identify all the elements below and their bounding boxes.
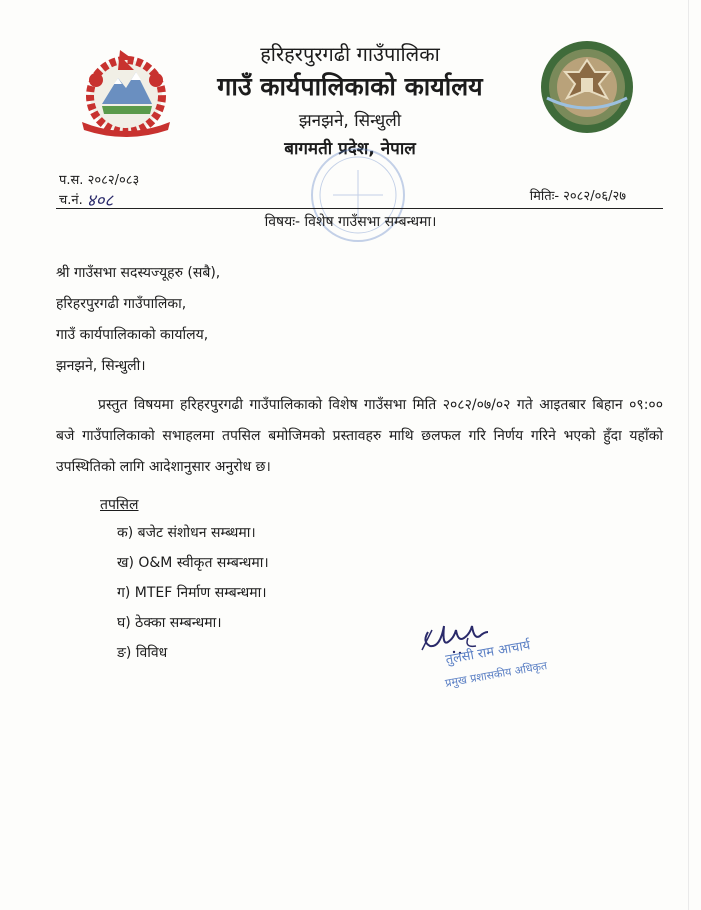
province-name: बागमती प्रदेश, नेपाल xyxy=(284,139,416,159)
recipient-address xyxy=(56,258,220,382)
address-line: गाउँ कार्यपालिकाको कार्यालय, xyxy=(56,327,209,343)
municipality-name: हरिहरपुरगढी गाउँपालिका xyxy=(260,42,440,66)
divider xyxy=(56,208,663,209)
body-paragraph: प्रस्तुत विषयमा हरिहरपुरगढी गाउँपालिकाको विशेष गाउँसभा मिति २०८२/०७/०२ गते आइतबार बिहान ०९:०० बजे गाउँपालिकाको सभाहलमा तपसिल बमोजिमको प्रस्तावहरु माथि छलफल गरि निर्णय गरिने भएको हुँदा यहाँको उपस्थितिको लागि आदेशानुसार अनुरोध छ। xyxy=(56,397,663,475)
round-stamp-icon xyxy=(303,140,413,250)
dispatch-label: च.नं. xyxy=(59,193,83,208)
address-line: झनझने, सिन्धुली। xyxy=(56,358,146,374)
page-edge xyxy=(688,0,689,910)
office-location: झनझने, सिन्धुली xyxy=(298,111,402,131)
agenda-title: तपसिल xyxy=(100,497,139,513)
agenda-item: ङ) विविध xyxy=(117,645,168,661)
fiscal-year: प.स. २०८२/०८३ xyxy=(59,173,140,188)
address-line: श्री गाउँसभा सदस्यज्यूहरु (सबै), xyxy=(56,265,221,281)
letter-date: मितिः- २०८२/०६/२७ xyxy=(529,189,626,204)
subject-line: विषयः- विशेष गाउँसभा सम्बन्धमा। xyxy=(264,214,437,230)
address-line: हरिहरपुरगढी गाउँपालिका, xyxy=(56,296,187,312)
reference-block xyxy=(59,171,139,211)
agenda-item: ग) MTEF निर्माण सम्बन्धमा। xyxy=(117,585,267,601)
agenda-item: ख) O&M स्वीकृत सम्बन्धमा। xyxy=(117,555,269,571)
dispatch-number: ४०८ xyxy=(86,191,114,211)
office-name: गाउँ कार्यपालिकाको कार्यालय xyxy=(217,72,483,101)
signatory-name: तुलसी राम आचार्य xyxy=(444,638,532,668)
agenda-item: क) बजेट संशोधन सम्ब्धमा। xyxy=(117,525,256,541)
agenda-list xyxy=(117,518,269,668)
agenda-item: घ) ठेक्का सम्बन्धमा। xyxy=(117,615,222,631)
signatory-title: प्रमुख प्रशासकीय अधिकृत xyxy=(444,659,549,690)
municipality-seal-icon xyxy=(537,38,637,136)
